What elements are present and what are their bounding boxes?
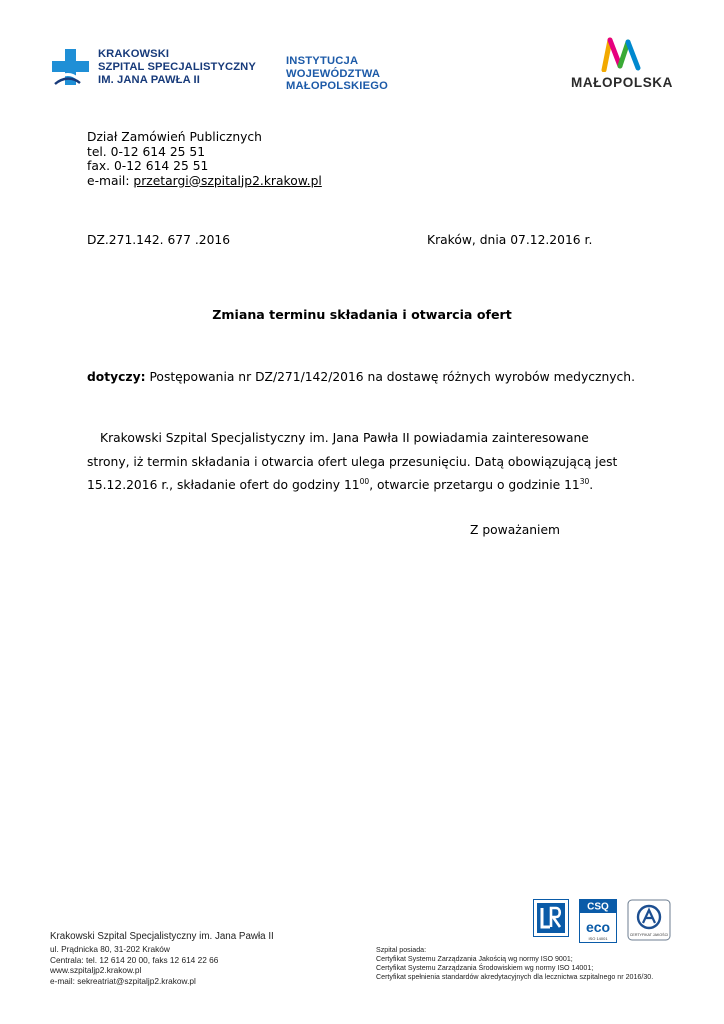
body-text: 15.12.2016 r., składanie ofert do godziny 11 xyxy=(87,478,360,492)
lr-certification-icon xyxy=(533,899,569,937)
cert-item: Certyfikat Systemu Zarządzania Jakością wg normy ISO 9001; xyxy=(376,955,573,963)
contact-block xyxy=(87,130,322,188)
superscript: 30 xyxy=(579,477,590,486)
malopolska-name: MAŁOPOLSKA xyxy=(571,75,673,90)
body-line: Krakowski Szpital Specjalistyczny im. Jana Pawła II powiadamia zainteresowane xyxy=(100,431,589,445)
hospital-name-line: KRAKOWSKI xyxy=(98,47,170,60)
footer-address xyxy=(50,931,274,986)
hospital-cross-logo-icon xyxy=(50,46,92,88)
csq-eco-certification-icon xyxy=(579,899,617,943)
footer-certificates xyxy=(376,946,653,982)
accreditation-label: CERTYFIKAT JAKOŚCI xyxy=(629,933,669,937)
cert-item: Certyfikat Systemu Zarządzania Środowiskiem wg normy ISO 14001; xyxy=(376,964,594,972)
body-text: , otwarcie przetargu o godzinie 11 xyxy=(369,478,580,492)
reference-number: DZ.271.142. 677 .2016 xyxy=(87,233,231,247)
hospital-name xyxy=(98,48,256,87)
email-link[interactable]: przetargi@szpitaljp2.krakow.pl xyxy=(133,173,322,188)
hospital-name-line: IM. JANA PAWŁA II xyxy=(98,73,200,86)
place-date: Kraków, dnia 07.12.2016 r. xyxy=(427,233,593,247)
footer-street: ul. Prądnicka 80, 31-202 Kraków xyxy=(50,944,170,954)
malopolska-logo-icon xyxy=(600,36,644,72)
hospital-logo xyxy=(50,46,256,88)
body-line: strony, iż termin składania i otwarcia ofert ulega przesunięciu. Datą obowiązującą jest xyxy=(87,454,618,469)
hospital-name-line: SZPITAL SPECJALISTYCZNY xyxy=(98,60,256,73)
institution-name xyxy=(286,55,388,93)
regarding-text: Postępowania nr DZ/271/142/2016 na dostawę różnych wyrobów medycznych. xyxy=(145,370,636,384)
regarding-line xyxy=(87,370,635,385)
superscript: 00 xyxy=(359,477,370,486)
footer-website[interactable]: www.szpitaljp2.krakow.pl xyxy=(50,965,142,975)
footer-hospital-name: Krakowski Szpital Specjalistyczny im. Jana Pawła II xyxy=(50,931,274,942)
email-prefix: e-mail: xyxy=(87,173,134,188)
closing-salutation: Z poważaniem xyxy=(470,523,560,537)
body-line xyxy=(87,474,617,498)
institution-line: MAŁOPOLSKIEGO xyxy=(286,80,389,92)
phone-number: tel. 0-12 614 25 51 xyxy=(87,144,206,159)
body-paragraph xyxy=(87,427,617,498)
accreditation-seal-icon xyxy=(627,899,671,941)
fax-number: fax. 0-12 614 25 51 xyxy=(87,159,209,173)
regarding-label: dotyczy: xyxy=(87,370,146,384)
email-line xyxy=(87,174,322,189)
malopolska-logo xyxy=(566,36,678,90)
institution-line: INSTYTUCJA xyxy=(286,55,359,67)
footer-email[interactable]: e-mail: sekreatriat@szpitaljp2.krakow.pl xyxy=(50,975,196,986)
eco-label: eco xyxy=(585,919,611,935)
cert-item: Certyfikat spełnienia standardów akredytacyjnych dla lecznictwa szpitalnego nr 2016/30. xyxy=(376,973,654,981)
certification-badges xyxy=(533,899,671,943)
csq-label: CSQ xyxy=(587,901,609,913)
document-title: Zmiana terminu składania i otwarcia ofert xyxy=(212,307,512,322)
institution-line: WOJEWÓDZTWA xyxy=(286,67,381,80)
iso-label: ISO 14001 xyxy=(588,936,608,941)
body-text: . xyxy=(589,478,594,492)
certs-title: Szpital posiada: xyxy=(376,946,427,954)
footer-phones: Centrala: tel. 12 614 20 00, faks 12 614 22 66 xyxy=(50,954,219,965)
department-name: Dział Zamówień Publicznych xyxy=(87,130,262,144)
